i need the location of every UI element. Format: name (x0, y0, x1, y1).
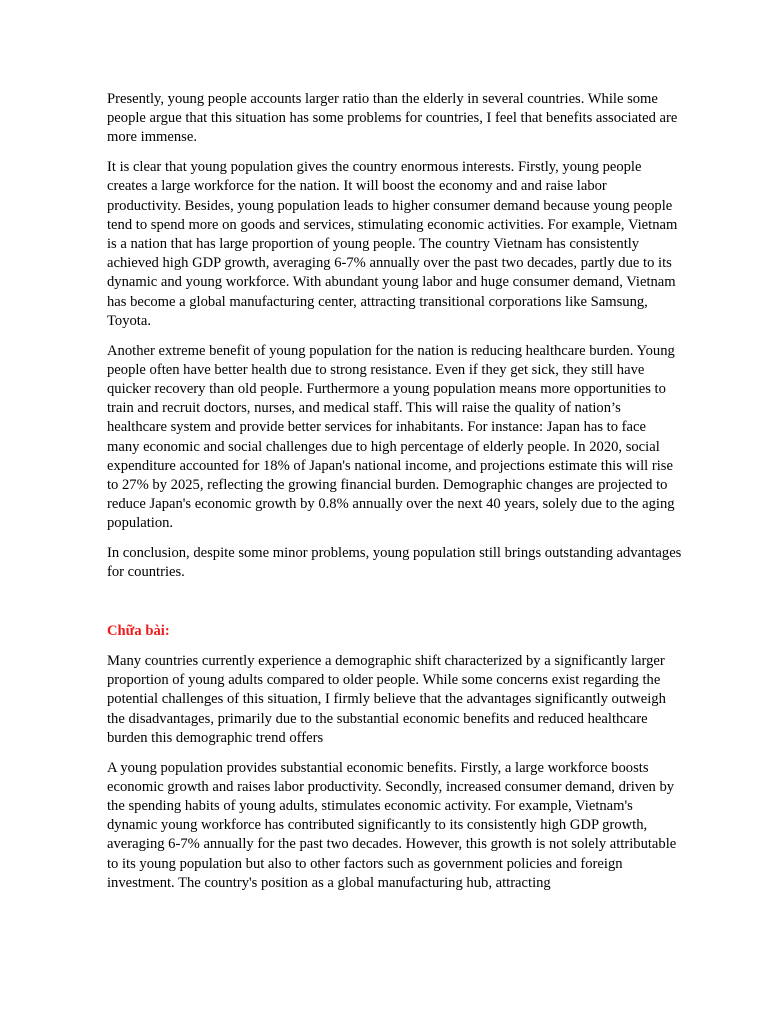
essay-paragraph-intro: Presently, young people accounts larger ratio than the elderly in several countries. While some people argue that this situation has some problems for countries, I feel that benefits associated are more immense. (107, 91, 678, 146)
essay-paragraph-economy: It is clear that young population gives the country enormous interests. Firstly, young people creates a large workforce for the nation. It will boost the economy and and raise labor productivity. Besides, young population leads to higher consumer demand because young people tend to spend more on goods and services, stimulating economic activities. For example, Vietnam is a nation that has large proportion of young people. The country Vietnam has consistently achieved high GDP growth, averaging 6-7% annually over the past two decades, partly due to its dynamic and young workforce. With abundant young labor and huge consumer demand, Vietnam has become a global manufacturing center, attracting transitional corporations like Samsung, Toyota. (107, 159, 678, 329)
section-spacer (107, 593, 682, 622)
correction-paragraph-intro: Many countries currently experience a demographic shift characterized by a significantly larger proportion of young adults compared to older people. While some concerns exist regarding the potential challenges of this situation, I firmly believe that the advantages significantly outweigh the disadvantages, primarily due to the substantial economic benefits and reduced healthcare burden this demographic trend offers (107, 653, 666, 746)
correction-paragraph-economy: A young population provides substantial economic benefits. Firstly, a large workforce boosts economic growth and raises labor productivity. Secondly, increased consumer demand, driven by the spending habits of young adults, stimulates economic activity. For example, Vietnam's dynamic young workforce has contributed significantly to its consistently high GDP growth, averaging 6-7% annually for the past two decades. However, this growth is not solely attributable to its young population but also to other factors such as government policies and foreign investment. The country's position as a global manufacturing hub, attracting (107, 759, 677, 891)
document-page (107, 90, 682, 904)
essay-paragraph-healthcare: Another extreme benefit of young population for the nation is reducing healthcare burden. Young people often have better health due to strong resistance. Even if they get sick, they still have quicker recovery than old people. Furthermore a young population means more opportunities to train and recruit doctors, nurses, and medical staff. This will raise the quality of nation’s healthcare system and provide better services for inhabitants. For instance: Japan has to face many economic and social challenges due to high percentage of elderly people. In 2020, social expenditure accounted for 18% of Japan's national income, and projections estimate this will rise to 27% by 2025, reflecting the growing financial burden. Demographic changes are projected to reduce Japan's economic growth by 0.8% annually over the next 40 years, solely due to the aging population. (107, 342, 675, 532)
essay-paragraph-conclusion: In conclusion, despite some minor problems, young population still brings outstanding advantages for countries. (107, 545, 682, 581)
correction-heading: Chữa bài: (107, 623, 170, 640)
